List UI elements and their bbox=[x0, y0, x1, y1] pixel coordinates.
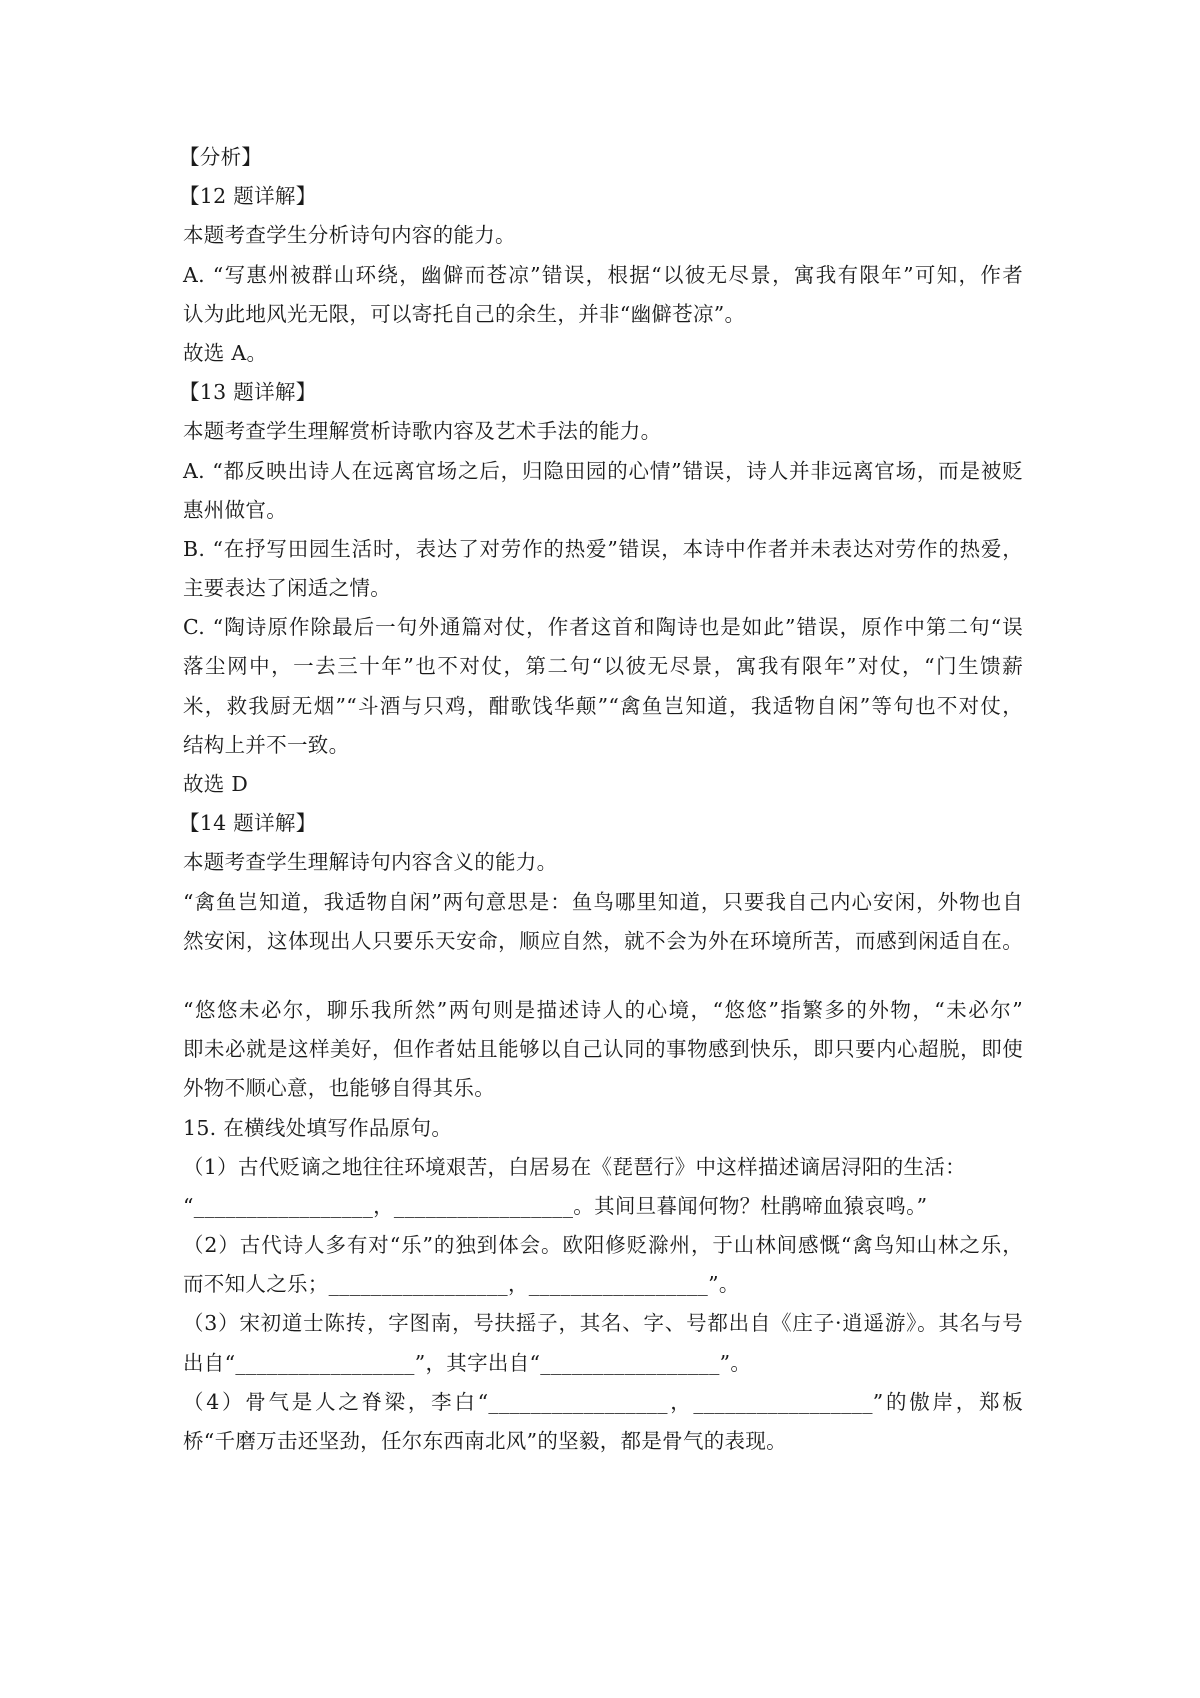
paragraph-line: 米，救我厨无烟”“斗酒与只鸡，酣歌饯华颠”“禽鱼岂知道，我适物自闲”等句也不对仗， bbox=[183, 693, 1023, 718]
paragraph-line: 本题考查学生理解诗句内容含义的能力。 bbox=[183, 850, 558, 875]
question-line: （3）宋初道士陈抟，字图南，号扶摇子，其名、字、号都出自《庄子·逍遥游》。其名与号 bbox=[183, 1311, 1023, 1336]
paragraph-line: 本题考查学生分析诗句内容的能力。 bbox=[183, 223, 516, 248]
section-heading-q12: 【12 题详解】 bbox=[179, 184, 317, 209]
paragraph-line: 即未必就是这样美好，但作者姑且能够以自己认同的事物感到快乐，即只要内心超脱，即使 bbox=[183, 1037, 1023, 1062]
paragraph-line: “悠悠未必尔，聊乐我所然”两句则是描述诗人的心境，“悠悠”指繁多的外物，“未必尔” bbox=[183, 997, 1023, 1022]
section-heading-q13: 【13 题详解】 bbox=[179, 380, 317, 405]
paragraph-line: 本题考查学生理解赏析诗歌内容及艺术手法的能力。 bbox=[183, 419, 662, 444]
paragraph-line: “禽鱼岂知道，我适物自闲”两句意思是：鱼鸟哪里知道，只要我自己内心安闲，外物也自 bbox=[183, 889, 1023, 914]
answer-line: 故选 A。 bbox=[183, 340, 268, 365]
question-line: （1）古代贬谪之地往往环境艰苦，白居易在《琵琶行》中这样描述谪居浔阳的生活： bbox=[183, 1154, 966, 1179]
paragraph-line: 落尘网中，一去三十年”也不对仗，第二句“以彼无尽景，寓我有限年”对仗，“门生馈薪 bbox=[183, 654, 1023, 679]
paragraph-line: B. “在抒写田园生活时，表达了对劳作的热爱”错误，本诗中作者并未表达对劳作的热爱， bbox=[183, 536, 1023, 561]
paragraph-line: A. “都反映出诗人在远离官场之后，归隐田园的心情”错误，诗人并非远离官场，而是被贬 bbox=[183, 458, 1023, 483]
question-line: （2）古代诗人多有对“乐”的独到体会。欧阳修贬滁州，于山林间感慨“禽鸟知山林之乐， bbox=[183, 1233, 1023, 1258]
paragraph-line: 然安闲，这体现出人只要乐天安命，顺应自然，就不会为外在环境所苦，而感到闲适自在。 bbox=[183, 928, 1023, 953]
document-body bbox=[179, 138, 1023, 1461]
paragraph-line: 认为此地风光无限，可以寄托自己的余生，并非“幽僻苍凉”。 bbox=[183, 301, 746, 326]
paragraph-line: 结构上并不一致。 bbox=[183, 732, 350, 757]
fill-blank-line: 出自“_________________”，其字出自“_________________”。 bbox=[183, 1350, 752, 1375]
section-heading-analysis: 【分析】 bbox=[179, 145, 263, 169]
paragraph-line: 惠州做官。 bbox=[183, 497, 287, 522]
fill-blank-line: “_________________，_________________。其间旦暮闻何物？杜鹃啼血猿哀鸣。” bbox=[183, 1193, 928, 1218]
fill-blank-line: （4）骨气是人之脊梁，李白“_________________，_________________”的傲岸，郑板 bbox=[183, 1389, 1023, 1414]
question-title: 15. 在横线处填写作品原句。 bbox=[183, 1115, 453, 1140]
paragraph-line: A. “写惠州被群山环绕，幽僻而苍凉”错误，根据“以彼无尽景，寓我有限年”可知，作者 bbox=[183, 262, 1023, 287]
fill-blank-line: 而不知人之乐；_________________，_________________”。 bbox=[183, 1272, 740, 1297]
paragraph-line: 主要表达了闲适之情。 bbox=[183, 576, 391, 601]
paragraph-line: 外物不顺心意，也能够自得其乐。 bbox=[183, 1076, 495, 1101]
question-line: 桥“千磨万击还坚劲，任尔东西南北风”的坚毅，都是骨气的表现。 bbox=[183, 1429, 787, 1453]
answer-line: 故选 D bbox=[183, 772, 249, 796]
section-heading-q14: 【14 题详解】 bbox=[179, 811, 317, 836]
paragraph-line: C. “陶诗原作除最后一句外通篇对仗，作者这首和陶诗也是如此”错误，原作中第二句“误 bbox=[183, 615, 1023, 640]
paragraph-gap bbox=[183, 961, 1023, 991]
